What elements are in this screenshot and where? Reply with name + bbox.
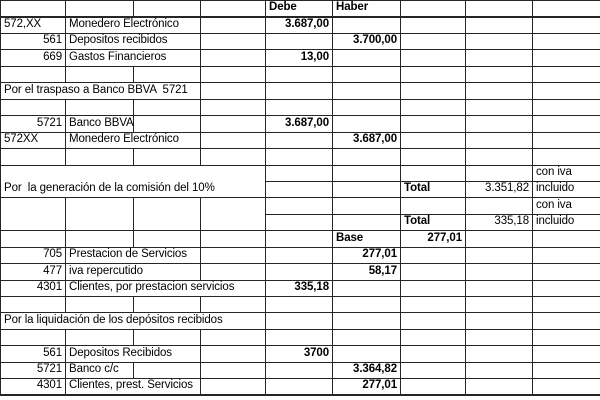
account-code-cell[interactable]: 669	[1, 50, 66, 66]
note-cell[interactable]: con iva	[533, 165, 600, 181]
empty-cell[interactable]	[201, 379, 266, 396]
empty-cell[interactable]	[401, 329, 466, 345]
empty-cell[interactable]	[466, 149, 533, 165]
account-code-cell[interactable]: 5721	[1, 116, 66, 132]
empty-cell[interactable]	[401, 99, 466, 115]
empty-cell[interactable]	[134, 231, 201, 247]
empty-cell[interactable]	[201, 1, 266, 18]
table-row	[1, 313, 600, 329]
empty-cell[interactable]	[533, 379, 600, 396]
credit-value-cell[interactable]: 277,01	[333, 379, 401, 396]
table-row	[1, 231, 600, 247]
account-code-cell[interactable]: 477	[1, 264, 66, 280]
empty-cell[interactable]	[466, 247, 533, 263]
table-row	[1, 50, 600, 66]
empty-cell[interactable]	[134, 116, 201, 132]
empty-cell[interactable]	[201, 231, 266, 247]
header-haber-cell[interactable]: Haber	[333, 1, 401, 18]
empty-cell[interactable]	[533, 280, 600, 296]
account-name-cell[interactable]: Depositos Recibidos	[66, 346, 201, 362]
empty-cell[interactable]	[533, 297, 600, 313]
empty-cell[interactable]	[333, 99, 401, 115]
empty-cell[interactable]	[266, 214, 333, 230]
empty-cell[interactable]	[201, 198, 266, 231]
table-row	[1, 264, 600, 280]
note-cell[interactable]: incluido	[533, 214, 600, 230]
empty-cell[interactable]	[466, 198, 533, 214]
empty-cell[interactable]	[1, 297, 66, 313]
empty-cell[interactable]	[333, 214, 401, 230]
account-name-cell[interactable]: Clientes, prest. Servicios	[66, 379, 201, 396]
section-label-cell[interactable]: Por la generación de la comisión del 10%	[1, 165, 266, 198]
empty-cell[interactable]	[401, 34, 466, 50]
total-value-cell[interactable]: 3.351,82	[466, 181, 533, 197]
account-name-cell[interactable]: Banco c/c	[66, 362, 134, 378]
empty-cell[interactable]	[466, 264, 533, 280]
empty-cell[interactable]	[134, 362, 201, 378]
empty-cell[interactable]	[333, 297, 401, 313]
total-label-cell[interactable]: Total	[401, 214, 466, 230]
table-row	[1, 1, 600, 18]
empty-cell[interactable]	[201, 149, 266, 165]
table-row	[1, 379, 600, 396]
credit-value-cell[interactable]: 3.687,00	[333, 132, 401, 148]
empty-cell[interactable]	[401, 132, 466, 148]
empty-cell[interactable]	[66, 198, 134, 231]
account-name-cell[interactable]: iva repercutido	[66, 264, 201, 280]
empty-cell[interactable]	[266, 181, 333, 197]
empty-cell[interactable]	[134, 198, 201, 231]
empty-cell[interactable]	[266, 231, 333, 247]
empty-cell[interactable]	[1, 231, 66, 247]
empty-cell[interactable]	[134, 329, 201, 345]
empty-cell[interactable]	[533, 362, 600, 378]
empty-cell[interactable]	[201, 66, 266, 82]
debit-value-cell[interactable]: 3.687,00	[266, 116, 333, 132]
empty-cell[interactable]	[533, 247, 600, 263]
empty-cell[interactable]	[533, 313, 600, 329]
empty-cell[interactable]	[401, 280, 466, 296]
empty-cell[interactable]	[533, 34, 600, 50]
account-name-cell[interactable]: Clientes, por prestacion servicios	[66, 280, 266, 296]
spreadsheet-body	[1, 1, 600, 396]
empty-cell[interactable]	[333, 198, 401, 214]
empty-cell[interactable]	[401, 50, 466, 66]
empty-cell[interactable]	[533, 50, 600, 66]
empty-cell[interactable]	[466, 165, 533, 181]
empty-cell[interactable]	[201, 17, 266, 34]
empty-cell[interactable]	[266, 264, 333, 280]
table-row	[1, 329, 600, 345]
credit-value-cell[interactable]: 3.364,82	[333, 362, 401, 378]
account-code-cell[interactable]: 4301	[1, 280, 66, 296]
note-cell[interactable]: incluido	[533, 181, 600, 197]
empty-cell[interactable]	[333, 165, 401, 181]
empty-cell[interactable]	[401, 116, 466, 132]
empty-cell[interactable]	[533, 231, 600, 247]
empty-cell[interactable]	[466, 379, 533, 396]
account-code-cell[interactable]: 561	[1, 346, 66, 362]
header-debe-cell[interactable]: Debe	[266, 1, 333, 18]
empty-cell[interactable]	[66, 297, 134, 313]
empty-cell[interactable]	[333, 149, 401, 165]
empty-cell[interactable]	[1, 66, 66, 82]
empty-cell[interactable]	[466, 280, 533, 296]
debit-value-cell[interactable]: 13,00	[266, 50, 333, 66]
empty-cell[interactable]	[466, 50, 533, 66]
total-value-cell[interactable]: 335,18	[466, 214, 533, 230]
table-row	[1, 34, 600, 50]
empty-cell[interactable]	[134, 1, 201, 18]
corner-cell[interactable]	[1, 1, 66, 18]
empty-cell[interactable]	[201, 116, 266, 132]
account-code-cell[interactable]: 705	[1, 247, 66, 263]
empty-cell[interactable]	[401, 149, 466, 165]
empty-cell[interactable]	[533, 132, 600, 148]
empty-cell[interactable]	[333, 280, 401, 296]
empty-cell[interactable]	[466, 66, 533, 82]
empty-cell[interactable]	[401, 83, 466, 99]
empty-cell[interactable]	[266, 149, 333, 165]
empty-cell[interactable]	[66, 1, 134, 18]
empty-cell[interactable]	[333, 50, 401, 66]
empty-cell[interactable]	[201, 50, 266, 66]
empty-cell[interactable]	[201, 362, 266, 378]
account-name-cell[interactable]: Prestacion de Servicios	[66, 247, 201, 263]
empty-cell[interactable]	[1, 329, 66, 345]
empty-cell[interactable]	[266, 132, 333, 148]
empty-cell[interactable]	[1, 198, 66, 231]
table-row	[1, 83, 600, 99]
table-row	[1, 17, 600, 34]
empty-cell[interactable]	[466, 34, 533, 50]
table-row	[1, 362, 600, 378]
empty-cell[interactable]	[266, 165, 333, 181]
empty-cell[interactable]	[401, 313, 466, 329]
empty-cell[interactable]	[266, 34, 333, 50]
empty-cell[interactable]	[134, 66, 201, 82]
account-code-cell[interactable]: 561	[1, 34, 66, 50]
account-name-cell[interactable]: Gastos Financieros	[66, 50, 201, 66]
empty-cell[interactable]	[401, 247, 466, 263]
empty-cell[interactable]	[266, 379, 333, 396]
empty-cell[interactable]	[533, 149, 600, 165]
empty-cell[interactable]	[266, 66, 333, 82]
empty-cell[interactable]	[1, 99, 66, 115]
empty-cell[interactable]	[201, 329, 266, 345]
empty-cell[interactable]	[401, 362, 466, 378]
empty-cell[interactable]	[134, 99, 201, 115]
account-name-cell[interactable]: Monedero Electrónico	[66, 17, 201, 34]
empty-cell[interactable]	[333, 181, 401, 197]
empty-cell[interactable]	[201, 346, 266, 362]
empty-cell[interactable]	[201, 99, 266, 115]
empty-cell[interactable]	[66, 149, 134, 165]
section-label-cell[interactable]: Por el traspaso a Banco BBVA 5721	[1, 83, 201, 99]
table-row	[1, 99, 600, 115]
debit-value-cell[interactable]: 3.687,00	[266, 17, 333, 34]
empty-cell[interactable]	[401, 297, 466, 313]
credit-value-cell[interactable]: 277,01	[333, 247, 401, 263]
empty-cell[interactable]	[533, 66, 600, 82]
table-row	[1, 116, 600, 132]
table-row	[1, 66, 600, 82]
empty-cell[interactable]	[333, 346, 401, 362]
empty-cell[interactable]	[333, 17, 401, 34]
empty-cell[interactable]	[1, 149, 66, 165]
account-code-cell[interactable]: 572XX	[1, 132, 66, 148]
empty-cell[interactable]	[466, 297, 533, 313]
table-row	[1, 297, 600, 313]
empty-cell[interactable]	[266, 99, 333, 115]
empty-cell[interactable]	[66, 329, 134, 345]
note-cell[interactable]: con iva	[533, 198, 600, 214]
empty-cell[interactable]	[466, 346, 533, 362]
account-code-cell[interactable]: 572,XX	[1, 17, 66, 34]
account-code-cell[interactable]: 4301	[1, 379, 66, 396]
empty-cell[interactable]	[466, 329, 533, 345]
empty-cell[interactable]	[401, 264, 466, 280]
empty-cell[interactable]	[266, 198, 333, 214]
empty-cell[interactable]	[466, 1, 533, 18]
table-row	[1, 132, 600, 148]
credit-value-cell[interactable]: 3.700,00	[333, 34, 401, 50]
empty-cell[interactable]	[466, 231, 533, 247]
empty-cell[interactable]	[533, 346, 600, 362]
empty-cell[interactable]	[401, 66, 466, 82]
empty-cell[interactable]	[201, 247, 266, 263]
empty-cell[interactable]	[533, 1, 600, 18]
empty-cell[interactable]	[266, 362, 333, 378]
credit-value-cell[interactable]: 58,17	[333, 264, 401, 280]
account-name-cell[interactable]: Depositos recibidos	[66, 34, 201, 50]
table-row	[1, 149, 600, 165]
table-row	[1, 198, 600, 214]
empty-cell[interactable]	[466, 313, 533, 329]
base-label-cell[interactable]: Base	[333, 231, 401, 247]
account-name-cell[interactable]: Banco BBVA	[66, 116, 134, 132]
debit-value-cell[interactable]: 335,18	[266, 280, 333, 296]
empty-cell[interactable]	[466, 83, 533, 99]
empty-cell[interactable]	[333, 83, 401, 99]
empty-cell[interactable]	[266, 83, 333, 99]
empty-cell[interactable]	[533, 116, 600, 132]
empty-cell[interactable]	[266, 247, 333, 263]
base-value-cell[interactable]: 277,01	[401, 231, 466, 247]
empty-cell[interactable]	[533, 99, 600, 115]
empty-cell[interactable]	[201, 264, 266, 280]
account-code-cell[interactable]: 5721	[1, 362, 66, 378]
table-row	[1, 247, 600, 263]
empty-cell[interactable]	[401, 346, 466, 362]
empty-cell[interactable]	[466, 99, 533, 115]
total-label-cell[interactable]: Total	[401, 181, 466, 197]
empty-cell[interactable]	[266, 329, 333, 345]
table-row	[1, 165, 600, 181]
table-row	[1, 346, 600, 362]
empty-cell[interactable]	[401, 17, 466, 34]
empty-cell[interactable]	[466, 116, 533, 132]
account-name-cell[interactable]: Monedero Electrónico	[66, 132, 201, 148]
empty-cell[interactable]	[333, 313, 401, 329]
empty-cell[interactable]	[134, 297, 201, 313]
empty-cell[interactable]	[134, 149, 201, 165]
empty-cell[interactable]	[401, 379, 466, 396]
empty-cell[interactable]	[333, 116, 401, 132]
debit-value-cell[interactable]: 3700	[266, 346, 333, 362]
empty-cell[interactable]	[66, 99, 134, 115]
empty-cell[interactable]	[401, 198, 466, 214]
empty-cell[interactable]	[466, 17, 533, 34]
empty-cell[interactable]	[533, 264, 600, 280]
empty-cell[interactable]	[66, 66, 134, 82]
empty-cell[interactable]	[401, 1, 466, 18]
empty-cell[interactable]	[533, 83, 600, 99]
empty-cell[interactable]	[533, 329, 600, 345]
empty-cell[interactable]	[201, 132, 266, 148]
empty-cell[interactable]	[466, 362, 533, 378]
empty-cell[interactable]	[201, 34, 266, 50]
section-label-cell[interactable]: Por la liquidación de los depósitos recibidos	[1, 313, 266, 329]
empty-cell[interactable]	[201, 297, 266, 313]
empty-cell[interactable]	[333, 329, 401, 345]
empty-cell[interactable]	[266, 313, 333, 329]
empty-cell[interactable]	[533, 17, 600, 34]
empty-cell[interactable]	[201, 83, 266, 99]
empty-cell[interactable]	[333, 66, 401, 82]
empty-cell[interactable]	[401, 165, 466, 181]
table-row	[1, 280, 600, 296]
empty-cell[interactable]	[266, 297, 333, 313]
empty-cell[interactable]	[66, 231, 134, 247]
empty-cell[interactable]	[466, 132, 533, 148]
